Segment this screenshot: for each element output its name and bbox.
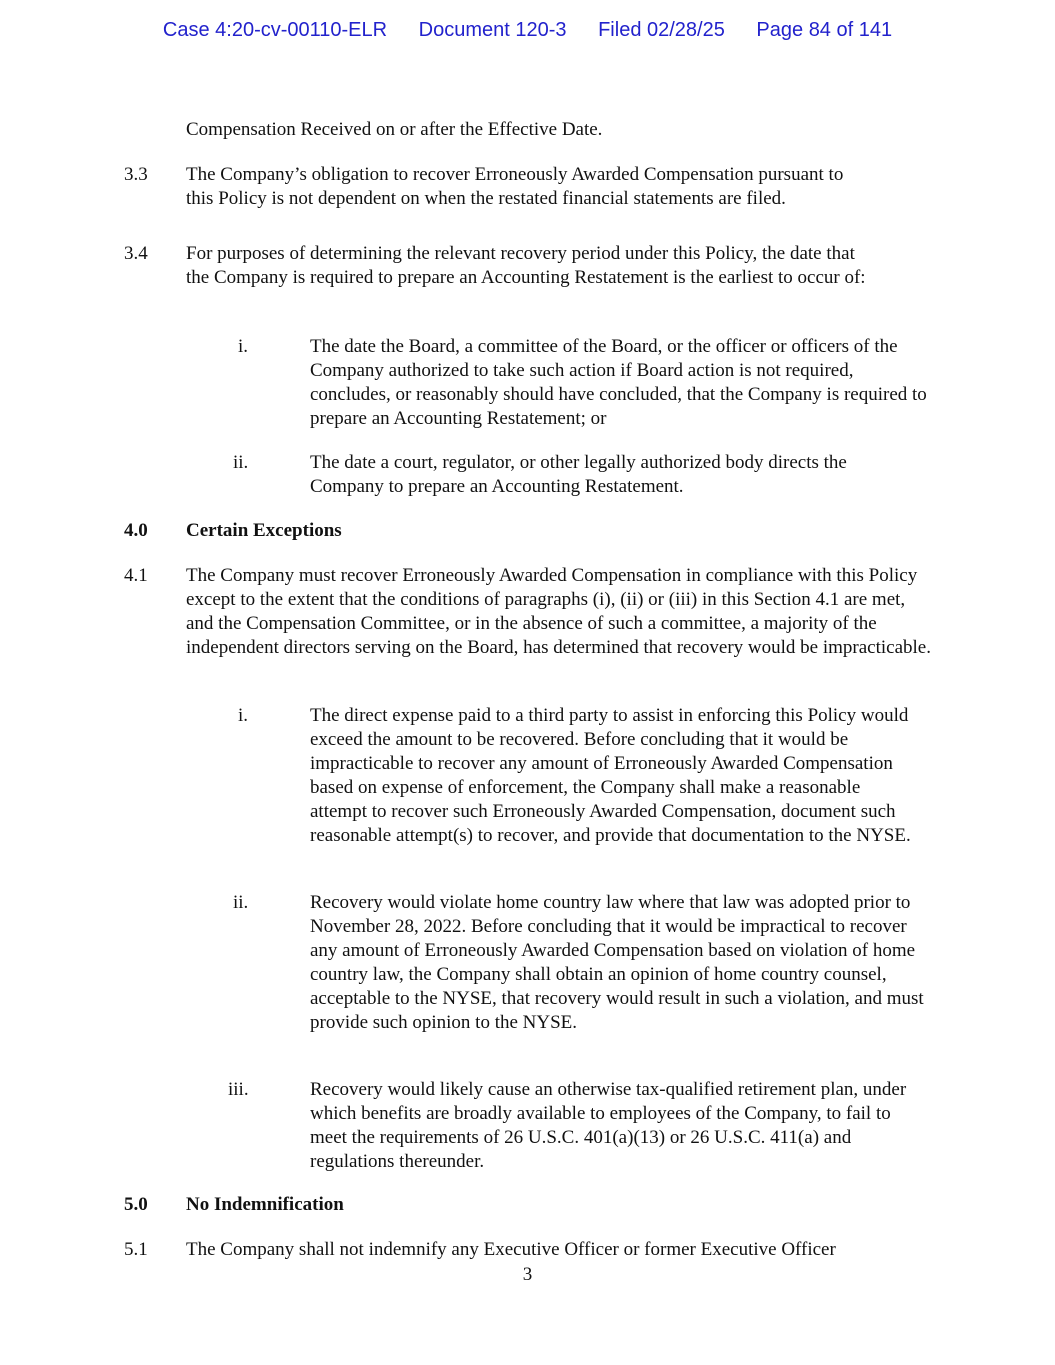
- section-4-0-number: 4.0: [124, 520, 148, 541]
- section-5-0-heading: No Indemnification: [186, 1194, 344, 1215]
- list-item-text: Recovery would likely cause an otherwise tax-qualified retirement plan, under which benefits are broadly available to employees of the Company, to fail to meet the requirements of 26 U.S.C. 401(a)(13) or 26 U.S.C. 411(a) and regulations thereunder.: [310, 1079, 907, 1172]
- section-5-0-number: 5.0: [124, 1194, 148, 1215]
- page-count: Page 84 of 141: [756, 19, 893, 41]
- case-header: [0, 19, 1055, 42]
- list-item-number: iii.: [228, 1079, 249, 1100]
- filed-date: Filed 02/28/25: [598, 19, 725, 41]
- list-item-number: i.: [238, 336, 249, 357]
- continuation-text: Compensation Received on or after the Effective Date.: [186, 119, 603, 140]
- page-number: 3: [522, 1264, 533, 1285]
- section-3-3-number: 3.3: [124, 164, 148, 185]
- section-3-4-text: For purposes of determining the relevant recovery period under this Policy, the date that the Company is required to prepare an Accounting Restatement is the earliest to occur of:: [186, 243, 866, 288]
- list-item-number: ii.: [233, 892, 249, 913]
- section-5-1-text: The Company shall not indemnify any Executive Officer or former Executive Officer: [186, 1239, 836, 1260]
- document-number: Document 120-3: [418, 19, 567, 41]
- section-4-0-heading: Certain Exceptions: [186, 520, 342, 541]
- section-5-1-number: 5.1: [124, 1239, 148, 1260]
- section-3-3-text: The Company’s obligation to recover Erroneously Awarded Compensation pursuant to this Policy is not dependent on when the restated financial statements are filed.: [186, 164, 844, 209]
- section-4-1-number: 4.1: [124, 565, 148, 586]
- case-number: Case 4:20-cv-00110-ELR: [162, 19, 388, 41]
- list-item-text: The date a court, regulator, or other legally authorized body directs the Company to prepare an Accounting Restatement.: [310, 452, 847, 497]
- list-item-text: Recovery would violate home country law where that law was adopted prior to November 28, 2022. Before concluding that it would be impractical to recover any amount of Erroneously Awarded Compensation based on violation of home country law, the Company shall obtain an opinion of home country counsel, acceptable to the NYSE, that recovery would result in such a violation, and must provide such opinion to the NYSE.: [310, 892, 924, 1033]
- section-3-4-number: 3.4: [124, 243, 148, 264]
- section-4-1-text: The Company must recover Erroneously Awarded Compensation in compliance with this Policy except to the extent that the conditions of paragraphs (i), (ii) or (iii) in this Section 4.1 are met, and the Compensation Committee, or in the absence of such a committee, a majority of the independent directors serving on the Board, has determined that recovery would be impracticable.: [186, 565, 931, 658]
- list-item-text: The date the Board, a committee of the Board, or the officer or officers of the Company authorized to take such action if Board action is not required, concludes, or reasonably should have concluded, that the Company is required to prepare an Accounting Restatement; or: [310, 336, 927, 429]
- list-item-number: ii.: [233, 452, 249, 473]
- list-item-number: i.: [238, 705, 249, 726]
- list-item-text: The direct expense paid to a third party to assist in enforcing this Policy would exceed the amount to be recovered. Before concluding that it would be impracticable to recover any amount of Erroneously Awarded Compensation based on expense of enforcement, the Company shall make a reasonable attempt to recover such Erroneously Awarded Compensation, document such reasonable attempt(s) to recover, and provide that documentation to the NYSE.: [310, 705, 911, 846]
